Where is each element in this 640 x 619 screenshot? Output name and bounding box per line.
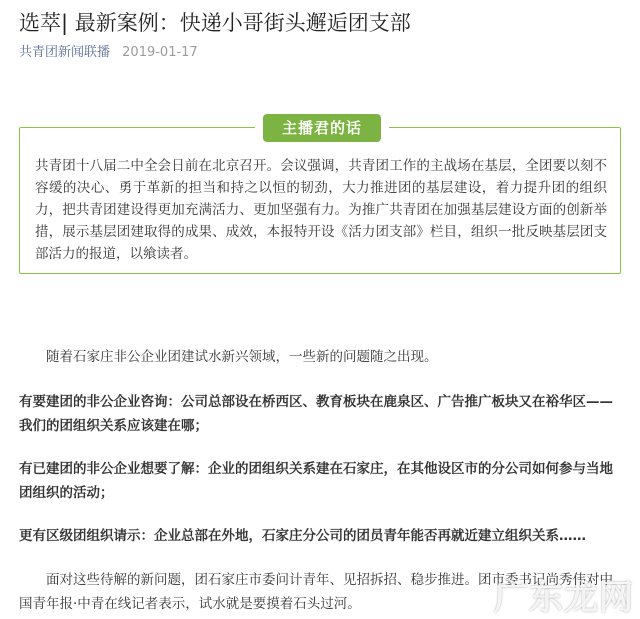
intro-badge-label: 主播君的话 xyxy=(263,114,381,142)
body-paragraph-bold xyxy=(19,524,623,548)
article-title: 选萃| 最新案例：快递小哥街头邂逅团支部 xyxy=(19,11,411,35)
article-meta xyxy=(19,44,198,62)
body-paragraph-text: 有已建团的非公企业想要了解：企业的团组织关系建在石家庄，在其他设区市的分公司如何参与当地团组织的活动； xyxy=(19,461,613,501)
body-paragraph-text: 有要建团的非公企业咨询：公司总部设在桥西区、教育板块在鹿泉区、广告推广板块又在裕华区——我们的团组织关系应该建在哪； xyxy=(19,394,613,434)
site-watermark: 广东龙网 xyxy=(494,578,634,618)
body-paragraph-bold xyxy=(19,457,623,505)
body-paragraph: 随着石家庄非公企业团建试水新兴领域，一些新的问题随之出现。 xyxy=(46,349,438,365)
body-paragraph-bold xyxy=(19,390,623,438)
intro-text: 共青团十八届二中全会日前在北京召开。会议强调，共青团工作的主战场在基层，全团要以刻不容缓的决心、勇于革新的担当和持之以恒的韧劲，大力推进团的基层建设，着力提升团的组织力，把共青团建设得更加充满活力、更加坚强有力。为推广共青团在加强基层建设方面的创新举措，展示基层团建取得的成果、成效，本报特开设《活力团支部》栏目，组织一批反映基层团支部活力的报道，以飨读者。 xyxy=(35,158,607,262)
account-name-link[interactable]: 共青团新闻联播 xyxy=(19,45,111,60)
body-paragraph: 面对这些待解的新问题，团石家庄市委问计青年、见招拆招、稳步推进。团市委书记尚秀伟对中国青年报·中青在线记者表示，试水就是要摸着石头过河。 xyxy=(19,572,613,612)
publish-date: 2019-01-17 xyxy=(122,45,198,60)
intro-badge xyxy=(255,113,389,143)
body-paragraph-text: 更有区级团组织请示：企业总部在外地，石家庄分公司的团员青年能否再就近建立组织关系…… xyxy=(19,528,586,544)
